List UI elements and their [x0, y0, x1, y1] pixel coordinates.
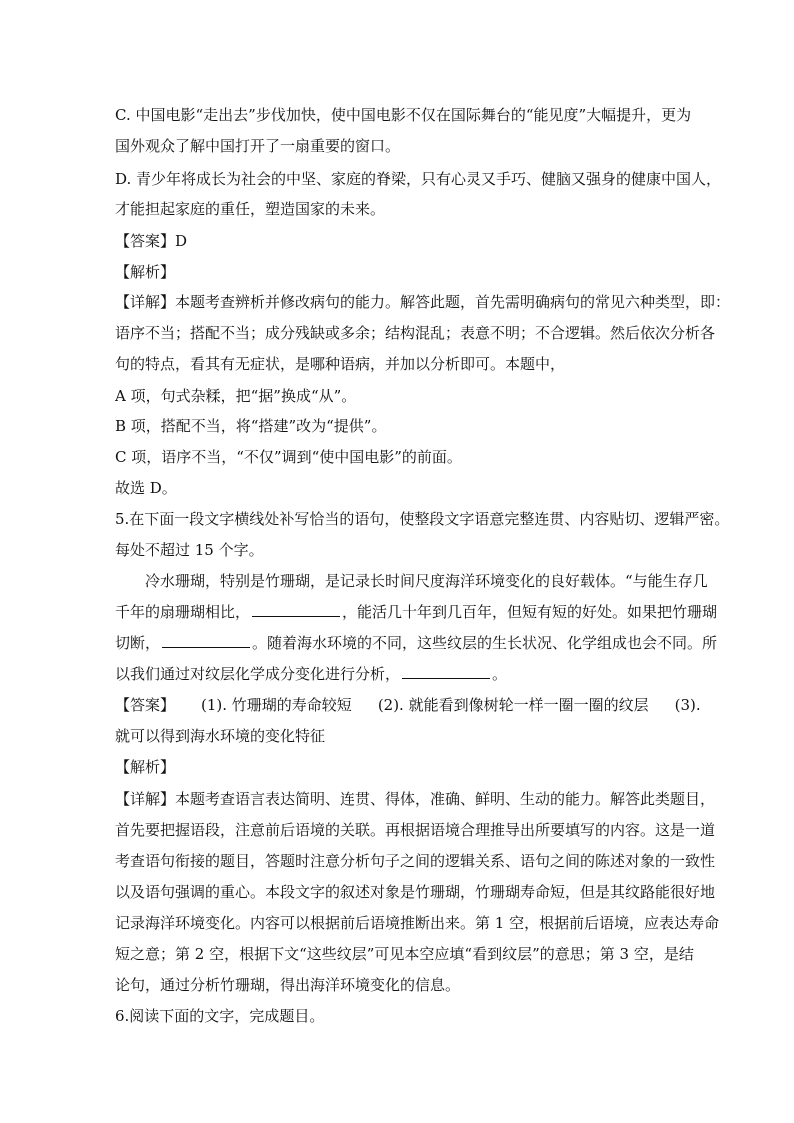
option-c-line-1: C. 中国电影“走出去”步伐加快，使中国电影不仅在国际舞台的“能见度”大幅提升，更为	[115, 106, 692, 124]
detail5-line-4: 以及语句强调的重心。本段文字的叙述对象是竹珊瑚，竹珊瑚寿命短，但是其纹路能很好地	[115, 883, 716, 901]
passage-line-2	[115, 602, 717, 622]
question-6-line: 6.阅读下面的文字，完成题目。	[115, 1007, 325, 1025]
detail5-line-3: 考查语句衔接的题目，答题时注意分析句子之间的逻辑关系、语句之间的陈述对象的一致性	[115, 852, 716, 870]
detail-line-2: 语序不当；搭配不当；成分残缺或多余；结构混乱；表意不明；不合逻辑。然后依次分析各	[115, 324, 716, 342]
detail5-line-1: 【详解】本题考查语言表达简明、连贯、得体，准确、鲜明、生动的能力。解答此类题目，	[115, 790, 716, 808]
question-5-line-1: 5.在下面一段文字横线处补写恰当的语句，使整段文字语意完整连贯、内容贴切、逻辑严密。	[115, 510, 730, 528]
passage-line-3	[115, 633, 717, 653]
question-5-line-2: 每处不超过 15 个字。	[115, 541, 264, 559]
answer-item-3-text: 就可以得到海水环境的变化特征	[115, 727, 326, 745]
passage-line-4	[115, 664, 507, 684]
passage-line-4-part-a: 以我们通过对纹层化学成分变化进行分析，	[115, 665, 401, 683]
blank-1[interactable]	[252, 602, 340, 617]
detail5-line-7: 论句，通过分析竹珊瑚，得出海洋环境变化的信息。	[115, 976, 461, 994]
option-c-line-2: 国外观众了解中国打开了一扇重要的窗口。	[115, 137, 401, 155]
passage-line-1: 冷水珊瑚，特别是竹珊瑚，是记录长时间尺度海洋环境变化的良好载体。“与能生存几	[145, 572, 708, 590]
analysis-label-5: 【解析】	[115, 758, 176, 776]
passage-line-3-part-b: 。随着海水环境的不同，这些纹层的生长状况、化学组成也会不同。所	[252, 634, 718, 652]
detail-line-1: 【详解】本题考查辨析并修改病句的能力。解答此题，首先需明确病句的常见六种类型，即：	[115, 293, 731, 311]
detail5-line-5: 记录海洋环境变化。内容可以根据前后语境推断出来。第 1 空，根据前后语境，应表达寿命	[115, 914, 720, 932]
answer-item-3-number: (3).	[674, 696, 701, 714]
detail-option-c: C 项，语序不当，“不仅”调到“使中国电影”的前面。	[115, 448, 462, 466]
answer-item-1: (1). 竹珊瑚的寿命较短	[201, 696, 352, 714]
answer-line-5	[115, 695, 701, 715]
answer-label-5: 【答案】	[115, 696, 176, 714]
option-d-line-1: D. 青少年将成长为社会的中坚、家庭的脊梁，只有心灵又手巧、健脑又强身的健康中国人，	[115, 170, 722, 188]
blank-2[interactable]	[162, 633, 250, 648]
detail5-line-6: 短之意；第 2 空，根据下文“这些纹层”可见本空应填“看到纹层”的意思；第 3 空，是结	[115, 945, 694, 963]
answer-item-2: (2). 就能看到像树轮一样一圈一圈的纹层	[377, 696, 649, 714]
blank-3[interactable]	[402, 664, 490, 679]
passage-line-2-part-a: 千年的扇珊瑚相比，	[115, 603, 251, 621]
analysis-label-4: 【解析】	[115, 263, 176, 281]
passage-line-2-part-b: ，能活几十年到几百年，但短有短的好处。如果把竹珊瑚	[342, 603, 718, 621]
detail-option-a: A 项，句式杂糅，把“据”换成“从”。	[115, 387, 357, 405]
detail-option-b: B 项，搭配不当，将“搭建”改为“提供”。	[115, 417, 387, 435]
detail5-line-2: 首先要把握语段，注意前后语境的关联。再根据语境合理推导出所要填写的内容。这是一道	[115, 821, 716, 839]
passage-line-3-part-a: 切断，	[115, 634, 161, 652]
detail-line-3: 句的特点，看其有无症状，是哪种语病，并加以分析即可。本题中，	[115, 355, 566, 373]
passage-line-4-part-b: 。	[492, 665, 508, 683]
conclusion-line: 故选 D。	[115, 479, 177, 497]
answer-label-4: 【答案】D	[115, 232, 188, 250]
option-d-line-2: 才能担起家庭的重任，塑造国家的未来。	[115, 200, 386, 218]
